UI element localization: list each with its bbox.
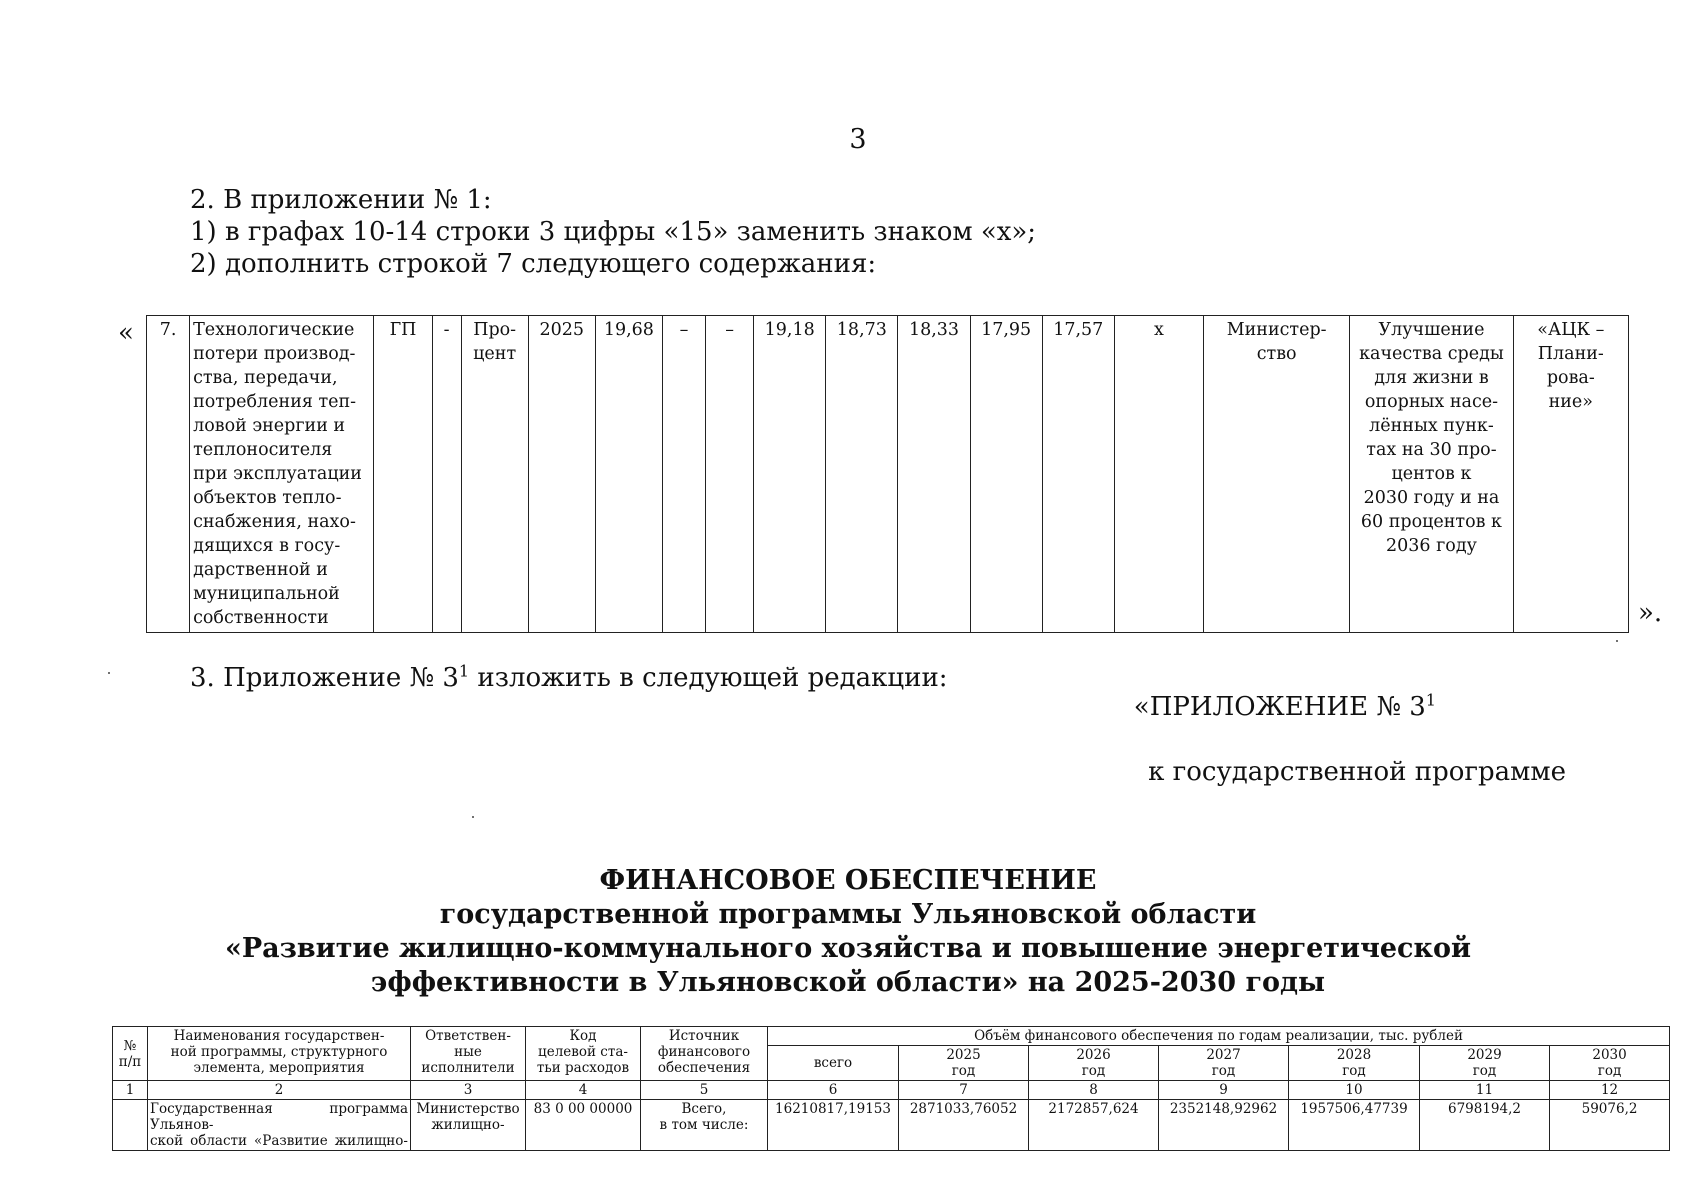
header-line: № <box>123 1037 137 1054</box>
scan-speck <box>1616 640 1618 642</box>
indicator-name-line: потери производ- <box>193 344 356 364</box>
responsible-line: Министер- <box>1226 320 1327 340</box>
goal-line: центов к <box>1391 464 1472 484</box>
indicator-name <box>190 316 374 633</box>
header-line: Код <box>569 1028 597 1044</box>
indicator-name-line: дарственной и <box>193 560 328 580</box>
header-year <box>1159 1046 1289 1081</box>
program-responsible <box>411 1100 526 1151</box>
column-number: 8 <box>1029 1081 1159 1100</box>
responsible-line: жилищно- <box>431 1117 505 1133</box>
appendix-subtitle: к государственной программе <box>1148 757 1566 787</box>
program-source <box>641 1100 768 1151</box>
year-unit: год <box>1211 1063 1236 1079</box>
target-value: 17,57 <box>1042 316 1114 633</box>
program-name-line: Государственная программа Ульянов- <box>150 1101 408 1133</box>
para-2-intro: 2. В приложении № 1: <box>190 185 492 215</box>
column-number: 5 <box>641 1081 768 1100</box>
year-label: 2030 <box>1592 1047 1627 1063</box>
open-quote: « <box>118 318 134 348</box>
column-number: 9 <box>1159 1081 1289 1100</box>
information-system <box>1513 316 1628 633</box>
column-number: 2 <box>148 1081 411 1100</box>
header-line: Источник <box>668 1028 740 1044</box>
column-number: 11 <box>1420 1081 1550 1100</box>
goal-line: 2036 году <box>1386 536 1477 556</box>
year-label: 2025 <box>946 1047 981 1063</box>
program-name-line: ской области «Развитие жилищно- <box>150 1133 408 1149</box>
indicator-row-table <box>146 315 1629 633</box>
header-year <box>899 1046 1029 1081</box>
indicator-name-line: при эксплуатации <box>193 464 362 484</box>
header-year <box>1550 1046 1670 1081</box>
header-line: элемента, мероприятия <box>193 1060 365 1076</box>
financing-table <box>112 1026 1670 1151</box>
target-value: 18,73 <box>826 316 898 633</box>
goal-line: опорных насе- <box>1364 392 1499 412</box>
goal-line: качества среды <box>1359 344 1504 364</box>
program-year-value: 6798194,2 <box>1420 1100 1550 1151</box>
program-year-value: 2172857,624 <box>1029 1100 1159 1151</box>
target-value: 19,18 <box>754 316 826 633</box>
program-name <box>148 1100 411 1151</box>
base-value: 19,68 <box>595 316 662 633</box>
header-total: всего <box>768 1046 899 1081</box>
goal-line: для жизни в <box>1374 368 1489 388</box>
indicator-type: ГП <box>374 316 432 633</box>
goal-line: 60 процентов к <box>1360 512 1502 532</box>
year-label: 2027 <box>1206 1047 1241 1063</box>
column-number: 6 <box>768 1081 899 1100</box>
close-quote: ». <box>1638 598 1663 628</box>
header-name <box>148 1027 411 1081</box>
title-line: эффективности в Ульяновской области» на 2025-2030 годы <box>370 967 1326 998</box>
responsible-line: Министерство <box>416 1101 520 1117</box>
header-line: ной программы, структурного <box>170 1044 388 1060</box>
title-line: ФИНАНСОВОЕ ОБЕСПЕЧЕНИЕ <box>599 865 1097 896</box>
indicator-name-line: объектов тепло- <box>193 488 342 508</box>
appendix-label <box>1134 692 1436 722</box>
goal-line: тах на 30 про- <box>1366 440 1497 460</box>
table-row <box>113 1100 1670 1151</box>
target-value: 17,95 <box>970 316 1042 633</box>
indicator-row <box>147 316 1629 633</box>
year-unit: год <box>1472 1063 1497 1079</box>
title-line: государственной программы Ульяновской области <box>439 899 1257 930</box>
para-2-item-1: 1) в графах 10-14 строки 3 цифры «15» заменить знаком «х»; <box>190 217 1037 247</box>
unit-line: цент <box>473 344 517 364</box>
header-line: п/п <box>118 1053 142 1070</box>
value-dash: – <box>662 316 705 633</box>
header-line: Ответствен- <box>425 1028 511 1044</box>
para-3-tail: изложить в следующей редакции: <box>469 663 948 693</box>
document-title <box>0 864 1696 1000</box>
system-line: ние» <box>1548 392 1594 412</box>
indicator-name-line: дящихся в госу- <box>193 536 341 556</box>
header-line: тьи расходов <box>536 1060 630 1076</box>
scan-speck <box>472 816 474 818</box>
row-number: 7. <box>147 316 190 633</box>
indicator-name-line: собственности <box>193 608 329 628</box>
responsible-line: ство <box>1256 344 1297 364</box>
unit-line: Про- <box>473 320 517 340</box>
header-line: Наименования государствен- <box>173 1028 385 1044</box>
target-value: 18,33 <box>898 316 970 633</box>
indicator-dash: - <box>432 316 461 633</box>
header-source <box>641 1027 768 1081</box>
goal-line: лённых пунк- <box>1369 416 1494 436</box>
appendix-label-sup: 1 <box>1425 690 1436 710</box>
indicator-unit <box>461 316 528 633</box>
indicator-name-line: снабжения, нахо- <box>193 512 356 532</box>
indicator-name-line: муниципальной <box>193 584 340 604</box>
column-number-row <box>113 1081 1670 1100</box>
indicator-name-line: ства, передачи, <box>193 368 338 388</box>
column-number: 12 <box>1550 1081 1670 1100</box>
header-num <box>113 1027 148 1081</box>
year-label: 2029 <box>1467 1047 1502 1063</box>
row-number <box>113 1100 148 1151</box>
indicator-name-line: Технологические <box>193 320 355 340</box>
indicator-name-line: теплоносителя <box>193 440 333 460</box>
system-line: Плани- <box>1537 344 1604 364</box>
goal-line: 2030 году и на <box>1363 488 1500 508</box>
program-year-value: 1957506,47739 <box>1289 1100 1420 1151</box>
goal-line: Улучшение <box>1378 320 1485 340</box>
para-3-sup: 1 <box>458 661 470 681</box>
year-unit: год <box>1342 1063 1366 1079</box>
column-number: 7 <box>899 1081 1029 1100</box>
source-line: в том числе: <box>659 1117 749 1133</box>
source-line: Всего, <box>681 1101 727 1117</box>
column-number: 4 <box>526 1081 641 1100</box>
header-code <box>526 1027 641 1081</box>
column-number: 3 <box>411 1081 526 1100</box>
header-year <box>1420 1046 1550 1081</box>
para-3-text: 3. Приложение № 3 <box>190 663 459 693</box>
header-year <box>1029 1046 1159 1081</box>
indicator-name-line: потребления теп- <box>193 392 357 412</box>
header-line: целевой ста- <box>538 1044 628 1060</box>
page-number: 3 <box>849 124 867 155</box>
system-line: рова- <box>1546 368 1595 388</box>
responsible <box>1204 316 1350 633</box>
value-dash: – <box>706 316 754 633</box>
system-line: «АЦК – <box>1537 320 1605 340</box>
year-label: 2026 <box>1076 1047 1111 1063</box>
header-line: финансового <box>657 1044 751 1060</box>
year-unit: год <box>951 1063 976 1079</box>
year-unit: год <box>1081 1063 1106 1079</box>
para-3 <box>190 662 948 694</box>
column-number: 1 <box>113 1081 148 1100</box>
header-year <box>1289 1046 1420 1081</box>
program-code: 83 0 00 00000 <box>526 1100 641 1151</box>
para-2-item-2: 2) дополнить строкой 7 следующего содержания: <box>190 249 877 279</box>
goal-link <box>1350 316 1513 633</box>
header-line: обеспечения <box>657 1060 751 1076</box>
year-unit: год <box>1597 1063 1622 1079</box>
year-label: 2028 <box>1336 1047 1372 1063</box>
title-line: «Развитие жилищно-коммунального хозяйства и повышение энергетической <box>225 933 1471 964</box>
header-line: ные <box>454 1044 482 1060</box>
program-total: 16210817,19153 <box>768 1100 899 1151</box>
program-year-value: 2871033,76052 <box>899 1100 1029 1151</box>
appendix-label-text: «ПРИЛОЖЕНИЕ № 3 <box>1133 692 1426 722</box>
scan-speck <box>108 672 110 674</box>
header-volume: Объём финансового обеспечения по годам реализации, тыс. рублей <box>768 1027 1670 1046</box>
header-line: исполнители <box>421 1060 515 1076</box>
header-row <box>113 1027 1670 1046</box>
base-year: 2025 <box>528 316 595 633</box>
indicator-name-line: ловой энергии и <box>193 416 346 436</box>
program-year-value: 59076,2 <box>1550 1100 1670 1151</box>
program-year-value: 2352148,92962 <box>1159 1100 1289 1151</box>
header-responsible <box>411 1027 526 1081</box>
column-number: 10 <box>1289 1081 1420 1100</box>
x-mark: х <box>1114 316 1203 633</box>
